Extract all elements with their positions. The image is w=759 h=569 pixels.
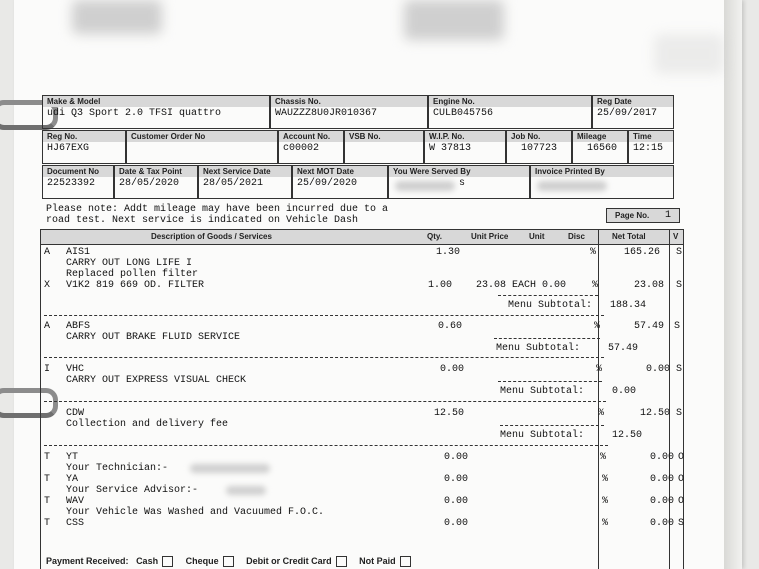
make-model-value: udi Q3 Sport 2.0 TFSI quattro	[47, 108, 222, 119]
col-qty: Qty.	[427, 232, 442, 241]
date-tax-cell	[114, 165, 198, 199]
date-tax-label: Date & Tax Point	[115, 166, 197, 177]
faded-print-through	[654, 34, 724, 74]
chassis-label: Chassis No.	[271, 96, 427, 107]
reg-no-cell	[42, 130, 126, 164]
next-mot-label: Next MOT Date	[293, 166, 387, 177]
line-code: I	[44, 364, 51, 375]
line-net: 0.00	[650, 518, 675, 529]
line-description: CARRY OUT LONG LIFE I	[66, 258, 193, 269]
line-code: T	[44, 474, 51, 485]
menu-subtotal-value: 0.00	[612, 386, 637, 397]
line-description: WAV	[66, 496, 85, 507]
line-qty: 1.00	[428, 280, 453, 291]
redacted-logo-right	[404, 0, 504, 40]
line-vat: S	[678, 518, 685, 529]
next-service-value: 28/05/2021	[203, 178, 264, 189]
payment-received-row	[46, 556, 421, 567]
line-qty: 0.00	[444, 452, 469, 463]
served-by-value: s	[459, 178, 466, 189]
col-description: Description of Goods / Services	[151, 232, 272, 241]
line-code: T	[44, 518, 51, 529]
make-model-cell	[42, 95, 270, 129]
page-no-label: Page No.	[615, 211, 650, 220]
line-net: 57.49	[634, 321, 665, 332]
line-qty: 0.00	[444, 474, 469, 485]
col-unit-price: Unit Price	[471, 232, 509, 241]
redacted-name	[190, 464, 270, 473]
line-vat: S	[676, 247, 683, 258]
cash-checkbox[interactable]	[162, 556, 173, 567]
page-no-box	[606, 208, 680, 223]
page-edge	[724, 0, 742, 569]
col-net-total: Net Total	[612, 232, 646, 241]
not-paid-label: Not Paid	[359, 556, 396, 566]
next-mot-cell	[292, 165, 388, 199]
invoice-by-label: Invoice Printed By	[531, 166, 673, 177]
line-description: V1K2 819 669 OD. FILTER	[66, 280, 205, 291]
cheque-label: Cheque	[185, 556, 219, 566]
block-divider	[44, 401, 606, 402]
table-header	[41, 230, 683, 245]
mileage-cell	[572, 130, 628, 164]
line-qty: 0.00	[444, 496, 469, 507]
menu-subtotal-value: 57.49	[608, 343, 639, 354]
block-divider	[44, 445, 608, 446]
page-no-value: 1	[665, 210, 672, 221]
line-net: 23.08	[634, 280, 665, 291]
job-label: Job No.	[507, 131, 571, 142]
account-cell	[278, 130, 344, 164]
line-code: X	[44, 280, 51, 291]
cash-label: Cash	[136, 556, 159, 566]
line-disc-pct: %	[596, 364, 603, 375]
document-label: Document No	[43, 166, 113, 177]
line-code: T	[44, 496, 51, 507]
redacted-name	[537, 181, 607, 191]
vsb-cell	[344, 130, 424, 164]
line-vat: S	[676, 364, 683, 375]
make-model-label: Make & Model	[43, 96, 269, 107]
time-label: Time	[629, 131, 673, 142]
chassis-value: WAUZZZ8U0JR010367	[275, 108, 378, 119]
next-service-cell	[198, 165, 292, 199]
line-description: YT	[66, 452, 79, 463]
line-description: Replaced pollen filter	[66, 269, 199, 280]
menu-subtotal-value: 12.50	[612, 430, 643, 441]
job-value: 107723	[521, 143, 558, 154]
block-divider	[44, 357, 604, 358]
account-label: Account No.	[279, 131, 343, 142]
block-divider	[44, 315, 604, 316]
line-qty: 12.50	[434, 408, 465, 419]
subtotal-rule	[498, 381, 602, 382]
line-disc-pct: %	[602, 518, 609, 529]
note-line-2: road test. Next service is indicated on Vehicle Dash	[46, 215, 359, 226]
menu-subtotal-label: Menu Subtotal:	[508, 300, 593, 311]
redacted-name	[226, 486, 266, 495]
wip-cell	[424, 130, 506, 164]
time-value: 12:15	[633, 143, 664, 154]
line-unit-price: 23.08 EACH 0.00	[476, 280, 567, 291]
served-by-cell	[388, 165, 530, 199]
col-v: V	[673, 232, 679, 241]
customer-order-label: Customer Order No	[127, 131, 277, 142]
card-checkbox[interactable]	[336, 556, 347, 567]
wip-label: W.I.P. No.	[425, 131, 505, 142]
time-cell	[628, 130, 674, 164]
line-code: A	[44, 321, 51, 332]
line-vat: O	[678, 496, 685, 507]
line-net: 0.00	[650, 474, 675, 485]
next-mot-value: 25/09/2020	[297, 178, 358, 189]
line-description: Your Technician:-	[66, 463, 169, 474]
document-value: 22523392	[47, 178, 96, 189]
cheque-checkbox[interactable]	[223, 556, 234, 567]
line-disc-pct: %	[590, 247, 597, 258]
line-disc-pct: %	[600, 452, 607, 463]
not-paid-checkbox[interactable]	[400, 556, 411, 567]
line-net: 0.00	[646, 364, 671, 375]
reg-date-label: Reg Date	[593, 96, 673, 107]
wip-value: W 37813	[429, 143, 472, 154]
menu-subtotal-label: Menu Subtotal:	[500, 386, 585, 397]
engine-cell	[428, 95, 592, 129]
line-description: CDW	[66, 408, 85, 419]
reg-no-value: HJ67EXG	[47, 143, 90, 154]
line-code: A	[44, 247, 51, 258]
engine-label: Engine No.	[429, 96, 591, 107]
line-code: T	[44, 452, 51, 463]
menu-subtotal-label: Menu Subtotal:	[496, 343, 581, 354]
engine-value: CULB045756	[433, 108, 494, 119]
date-tax-value: 28/05/2020	[119, 178, 180, 189]
line-description: ABFS	[66, 321, 91, 332]
account-value: c00002	[283, 143, 320, 154]
menu-subtotal-label: Menu Subtotal:	[500, 430, 585, 441]
invoice-by-cell	[530, 165, 674, 199]
redacted-name	[395, 181, 455, 191]
line-description: VHC	[66, 364, 85, 375]
col-unit: Unit	[529, 232, 545, 241]
subtotal-rule	[498, 295, 598, 296]
reg-no-label: Reg No.	[43, 131, 125, 142]
subtotal-rule	[494, 338, 600, 339]
reg-date-cell	[592, 95, 674, 129]
line-vat: S	[676, 408, 683, 419]
next-service-label: Next Service Date	[199, 166, 291, 177]
line-vat: O	[678, 474, 685, 485]
payment-received-label: Payment Received:	[46, 556, 129, 566]
line-qty: 0.00	[440, 364, 465, 375]
customer-order-cell	[126, 130, 278, 164]
line-vat: S	[674, 321, 681, 332]
job-cell	[506, 130, 572, 164]
net-divider	[598, 230, 599, 569]
line-qty: 1.30	[436, 247, 461, 258]
col-disc: Disc	[568, 232, 585, 241]
line-description: CARRY OUT BRAKE FLUID SERVICE	[66, 332, 241, 343]
mileage-value: 16560	[587, 143, 618, 154]
line-net: 165.26	[624, 247, 661, 258]
served-by-label: You Were Served By	[389, 166, 529, 177]
line-description: CSS	[66, 518, 85, 529]
line-description: Your Service Advisor:-	[66, 485, 199, 496]
line-disc-pct: %	[594, 321, 601, 332]
mileage-label: Mileage	[573, 131, 627, 142]
line-description: Your Vehicle Was Washed and Vacuumed F.O.C.	[66, 507, 325, 518]
line-description: Collection and delivery fee	[66, 419, 229, 430]
line-disc-pct: %	[602, 496, 609, 507]
redacted-logo-left	[72, 0, 162, 34]
menu-subtotal-value: 188.34	[610, 300, 647, 311]
line-disc-pct: %	[592, 280, 599, 291]
card-label: Debit or Credit Card	[246, 556, 332, 566]
line-description: AIS1	[66, 247, 91, 258]
line-net: 0.00	[650, 452, 675, 463]
line-vat: O	[678, 452, 685, 463]
line-description: YA	[66, 474, 79, 485]
line-description: CARRY OUT EXPRESS VISUAL CHECK	[66, 375, 247, 386]
line-net: 12.50	[640, 408, 671, 419]
line-disc-pct: %	[602, 474, 609, 485]
chassis-cell	[270, 95, 428, 129]
line-qty: 0.00	[444, 518, 469, 529]
vsb-label: VSB No.	[345, 131, 423, 142]
subtotal-rule	[500, 425, 604, 426]
line-disc-pct: %	[598, 408, 605, 419]
note-line-1: Please note: Addt mileage may have been incurred due to a	[46, 204, 389, 215]
line-net: 0.00	[650, 496, 675, 507]
line-vat: S	[676, 280, 683, 291]
line-qty: 0.60	[438, 321, 463, 332]
reg-date-value: 25/09/2017	[597, 108, 658, 119]
document-cell	[42, 165, 114, 199]
